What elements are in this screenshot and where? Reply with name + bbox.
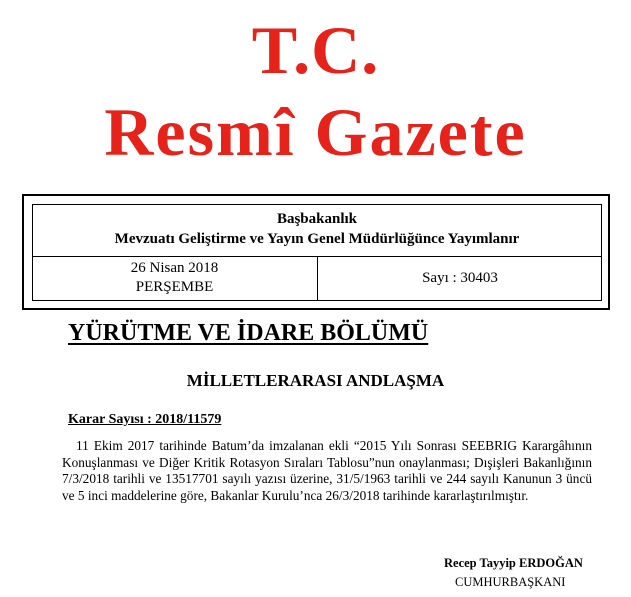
masthead-tc: T.C. [251, 12, 380, 88]
issue-date: 26 Nisan 2018 [130, 260, 219, 276]
signer-title: CUMHURBAŞKANI [455, 575, 566, 589]
masthead-resmi-gazete: Resmî Gazete [104, 94, 527, 170]
issue-weekday: PERŞEMBE [135, 279, 214, 295]
publisher-subtitle: Mevzuatı Geliştirme ve Yayın Genel Müdürlüğünce Yayımlanır [114, 231, 520, 247]
decision-body: 11 Ekim 2017 tarihinde Batum’da imzalanan ekli “2015 Yılı Sonrası SEEBRIG Karargâhının Konuşlanması ve Diğer Kritik Rotasyon Sıraları Tablosu”nun onaylanması; Dışişleri Bakanlığının 7/3/2018 tarihli ve 13517701 sayılı yazısı üzerine, 31/5/1963 tarihli ve 244 sayılı Kanunun 3 üncü ve 5 inci maddelerine göre, Bakanlar Kurulu’nca 26/3/2018 tarihinde kararlaştırılmıştır. [62, 438, 592, 503]
signer-name: Recep Tayyip ERDOĞAN [444, 556, 583, 570]
decision-number: Karar Sayısı : 2018/11579 [68, 412, 222, 427]
publisher-name: Başbakanlık [276, 211, 358, 227]
issue-number: Sayı : 30403 [422, 270, 498, 286]
document-subtitle: MİLLETLERARASI ANDLAŞMA [186, 371, 445, 390]
section-title: YÜRÜTME VE İDARE BÖLÜMÜ [68, 320, 429, 346]
